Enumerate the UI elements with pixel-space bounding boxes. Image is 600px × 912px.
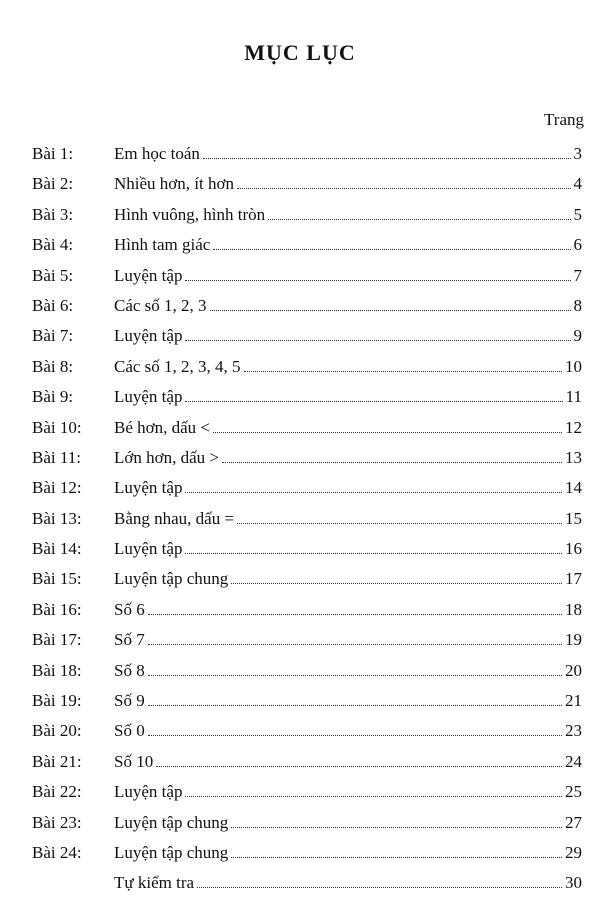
toc-entry[interactable] (0, 747, 600, 777)
toc-entry[interactable] (0, 321, 600, 351)
toc-entry[interactable] (0, 261, 600, 291)
page-number: 24 (565, 751, 582, 771)
dot-leader (203, 158, 571, 159)
lesson-title: Luyện tập (114, 478, 183, 498)
lesson-number: Bài 20: (32, 721, 82, 741)
lesson-title: Số 7 (114, 630, 145, 650)
lesson-title: Luyện tập (114, 265, 183, 285)
lesson-number: Bài 12: (32, 478, 82, 498)
toc-entry[interactable] (0, 777, 600, 807)
lesson-title: Nhiều hơn, ít hơn (114, 174, 234, 194)
lesson-number: Bài 21: (32, 751, 82, 771)
dot-leader (244, 371, 562, 372)
lesson-number: Bài 24: (32, 842, 82, 862)
dot-leader (197, 887, 562, 888)
dot-leader (185, 401, 562, 402)
lesson-title: Bé hơn, dấu < (114, 417, 211, 437)
toc-entry[interactable] (0, 686, 600, 716)
toc-entry[interactable] (0, 200, 600, 230)
dot-leader (185, 796, 562, 797)
lesson-title: Số 10 (114, 751, 154, 771)
dot-leader (231, 827, 562, 828)
lesson-title: Luyện tập (114, 782, 183, 802)
lesson-title: Em học toán (114, 144, 200, 163)
lesson-title: Số 8 (114, 660, 145, 680)
page-number: 7 (573, 265, 582, 285)
toc-entry[interactable] (0, 291, 600, 321)
lesson-title: Luyện tập chung (114, 569, 229, 589)
dot-leader (148, 644, 562, 645)
page-number: 18 (565, 599, 582, 619)
page-number: 8 (573, 295, 582, 315)
lesson-title: Hình vuông, hình tròn (114, 204, 266, 224)
lesson-number: Bài 4: (32, 235, 74, 255)
lesson-title: Luyện tập (114, 326, 183, 346)
page-number: 19 (565, 630, 582, 650)
lesson-number: Bài 22: (32, 782, 82, 802)
dot-leader (185, 280, 570, 281)
dot-leader (148, 735, 562, 736)
lesson-number: Bài 7: (32, 326, 74, 346)
page-title: MỤC LỤC (244, 40, 356, 65)
lesson-number: Bài 1: (32, 144, 74, 163)
dot-leader (185, 553, 562, 554)
lesson-number: Bài 5: (32, 265, 74, 285)
page-column-header: Trang (544, 110, 584, 129)
page-number: 14 (565, 478, 582, 498)
page-number: 9 (573, 326, 582, 346)
toc-entry[interactable] (0, 564, 600, 594)
toc-entry[interactable] (0, 625, 600, 655)
dot-leader (213, 249, 570, 250)
toc-entry[interactable] (0, 139, 600, 169)
dot-leader (185, 340, 570, 341)
dot-leader (237, 523, 562, 524)
lesson-title: Lớn hơn, dấu > (114, 447, 219, 467)
lesson-number: Bài 10: (32, 417, 82, 437)
lesson-number: Bài 15: (32, 569, 82, 589)
lesson-number: Bài 3: (32, 204, 74, 224)
dot-leader (268, 219, 570, 220)
lesson-title: Luyện tập chung (114, 812, 229, 832)
toc-entry[interactable] (0, 656, 600, 686)
lesson-number: Bài 14: (32, 539, 82, 559)
dot-leader (213, 432, 562, 433)
dot-leader (185, 492, 562, 493)
lesson-title: Hình tam giác (114, 235, 211, 255)
lesson-number: Bài 16: (32, 599, 82, 619)
dot-leader (148, 675, 562, 676)
page-number: 16 (565, 539, 582, 559)
lesson-number: Bài 17: (32, 630, 82, 650)
lesson-title: Các số 1, 2, 3, 4, 5 (114, 356, 241, 376)
page-number: 15 (565, 508, 582, 528)
page-number: 4 (573, 174, 582, 194)
toc-entry[interactable] (0, 230, 600, 260)
toc-entry[interactable] (0, 595, 600, 625)
lesson-number: Bài 19: (32, 691, 82, 711)
lesson-number: Bài 18: (32, 660, 82, 680)
page-number: 21 (565, 691, 582, 711)
page-number: 12 (565, 417, 582, 437)
page-number: 5 (573, 204, 582, 224)
page-number: 17 (565, 569, 582, 589)
page-number: 27 (565, 812, 582, 832)
page-number: 6 (573, 235, 582, 255)
lesson-number: Bài 2: (32, 174, 74, 194)
lesson-title: Bằng nhau, dấu = (114, 508, 235, 528)
toc-entry[interactable] (0, 169, 600, 199)
toc-entry[interactable] (0, 443, 600, 473)
lesson-number: Bài 23: (32, 812, 82, 832)
dot-leader (237, 188, 571, 189)
lesson-number: Bài 11: (32, 447, 81, 467)
lesson-title: Luyện tập chung (114, 842, 229, 862)
toc-entry[interactable] (0, 473, 600, 503)
dot-leader (222, 462, 562, 463)
page-number: 25 (565, 782, 582, 802)
toc-entry[interactable] (0, 868, 600, 898)
lesson-title: Các số 1, 2, 3 (114, 295, 207, 315)
lesson-number: Bài 13: (32, 508, 82, 528)
table-of-contents (0, 139, 600, 899)
page-number: 20 (565, 660, 582, 680)
page-number: 30 (565, 873, 582, 893)
lesson-number: Bài 8: (32, 356, 74, 376)
dot-leader (231, 857, 562, 858)
toc-entry[interactable] (0, 413, 600, 443)
dot-leader (210, 310, 571, 311)
toc-entry[interactable] (0, 716, 600, 746)
page-number: 3 (573, 144, 582, 163)
toc-entry[interactable] (0, 352, 600, 382)
lesson-number: Bài 9: (32, 387, 74, 407)
lesson-title: Số 0 (114, 721, 145, 741)
page-number: 11 (565, 387, 582, 407)
lesson-title: Số 9 (114, 691, 145, 711)
page-number: 13 (565, 447, 582, 467)
lesson-title: Luyện tập (114, 387, 183, 407)
lesson-number: Bài 6: (32, 295, 74, 315)
lesson-title: Tự kiểm tra (114, 873, 195, 893)
toc-entry[interactable] (0, 382, 600, 412)
toc-entry[interactable] (0, 534, 600, 564)
page-number: 10 (565, 356, 582, 376)
dot-leader (231, 583, 562, 584)
page-number: 29 (565, 842, 582, 862)
page-number: 23 (565, 721, 582, 741)
lesson-title: Số 6 (114, 599, 145, 619)
dot-leader (148, 705, 562, 706)
lesson-title: Luyện tập (114, 539, 183, 559)
dot-leader (156, 766, 562, 767)
toc-entry[interactable] (0, 504, 600, 534)
toc-entry[interactable] (0, 838, 600, 868)
dot-leader (148, 614, 562, 615)
toc-entry[interactable] (0, 808, 600, 838)
